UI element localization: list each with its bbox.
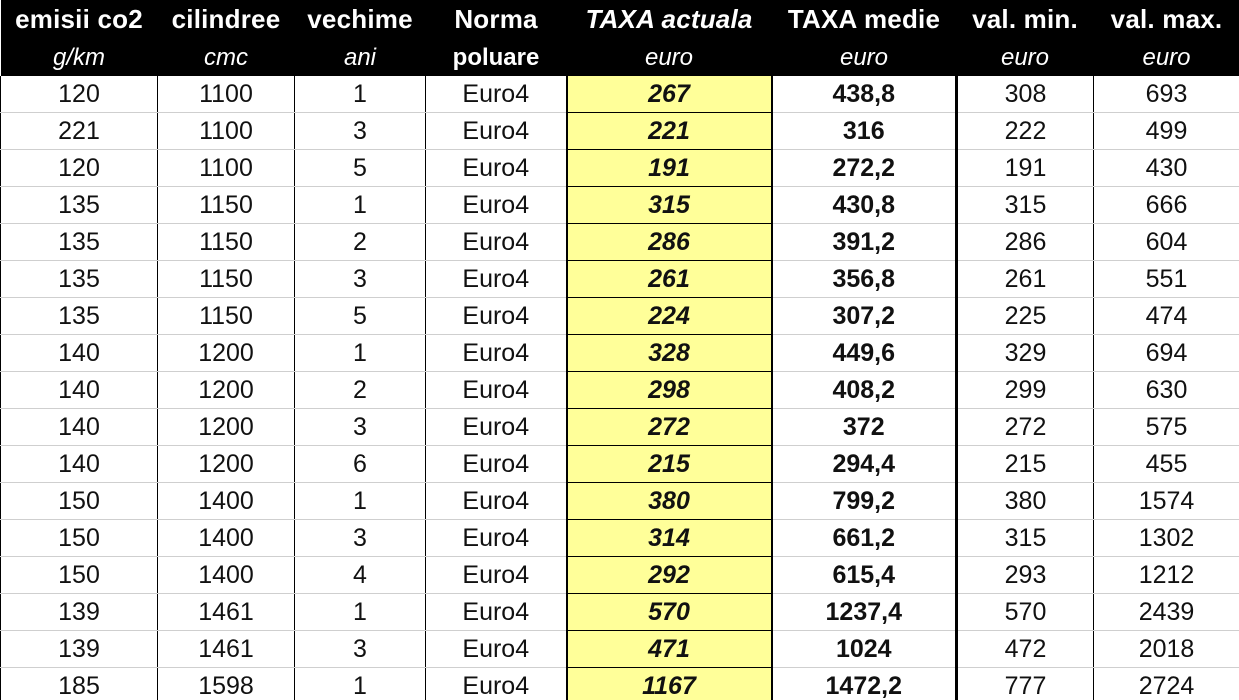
cell-vechime: 5	[295, 298, 426, 335]
unit-cmc: cmc	[158, 39, 295, 76]
cell-norma: Euro4	[426, 224, 567, 261]
cell-taxa-actuala: 314	[567, 520, 772, 557]
cell-norma: Euro4	[426, 557, 567, 594]
cell-norma: Euro4	[426, 594, 567, 631]
table-row	[1, 335, 1239, 372]
table-row	[1, 631, 1239, 668]
cell-val-min: 380	[957, 483, 1094, 520]
table-row	[1, 594, 1239, 631]
cell-vechime: 3	[295, 631, 426, 668]
cell-norma: Euro4	[426, 261, 567, 298]
cell-val-max: 1302	[1094, 520, 1239, 557]
cell-vechime: 2	[295, 372, 426, 409]
cell-val-max: 1574	[1094, 483, 1239, 520]
cell-cilindree: 1100	[158, 113, 295, 150]
cell-val-max: 2018	[1094, 631, 1239, 668]
cell-vechime: 1	[295, 335, 426, 372]
cell-taxa-medie: 1024	[772, 631, 957, 668]
table-row	[1, 520, 1239, 557]
cell-norma: Euro4	[426, 150, 567, 187]
cell-cilindree: 1150	[158, 298, 295, 335]
cell-val-min: 329	[957, 335, 1094, 372]
cell-vechime: 1	[295, 594, 426, 631]
cell-val-max: 693	[1094, 76, 1239, 113]
cell-cilindree: 1100	[158, 150, 295, 187]
cell-norma: Euro4	[426, 483, 567, 520]
cell-taxa-actuala: 267	[567, 76, 772, 113]
unit-euro-min: euro	[957, 39, 1094, 76]
cell-val-min: 472	[957, 631, 1094, 668]
table-body	[1, 76, 1239, 700]
cell-emisii: 140	[1, 372, 158, 409]
cell-val-max: 604	[1094, 224, 1239, 261]
cell-taxa-actuala: 215	[567, 446, 772, 483]
header-val-max: val. max.	[1094, 0, 1239, 39]
cell-norma: Euro4	[426, 631, 567, 668]
cell-cilindree: 1150	[158, 261, 295, 298]
cell-cilindree: 1150	[158, 187, 295, 224]
table-row	[1, 187, 1239, 224]
cell-cilindree: 1200	[158, 409, 295, 446]
cell-taxa-medie: 438,8	[772, 76, 957, 113]
cell-norma: Euro4	[426, 409, 567, 446]
cell-vechime: 4	[295, 557, 426, 594]
cell-vechime: 2	[295, 224, 426, 261]
cell-emisii: 135	[1, 187, 158, 224]
cell-cilindree: 1461	[158, 631, 295, 668]
table-row	[1, 668, 1239, 700]
header-taxa-medie: TAXA medie	[772, 0, 957, 39]
cell-norma: Euro4	[426, 76, 567, 113]
cell-val-min: 293	[957, 557, 1094, 594]
cell-val-min: 308	[957, 76, 1094, 113]
cell-taxa-medie: 799,2	[772, 483, 957, 520]
cell-taxa-medie: 316	[772, 113, 957, 150]
table-row	[1, 113, 1239, 150]
table-row	[1, 372, 1239, 409]
cell-val-min: 225	[957, 298, 1094, 335]
cell-vechime: 5	[295, 150, 426, 187]
cell-norma: Euro4	[426, 446, 567, 483]
cell-cilindree: 1200	[158, 335, 295, 372]
cell-emisii: 139	[1, 594, 158, 631]
cell-val-min: 315	[957, 520, 1094, 557]
cell-emisii: 150	[1, 520, 158, 557]
cell-norma: Euro4	[426, 668, 567, 700]
cell-norma: Euro4	[426, 335, 567, 372]
cell-norma: Euro4	[426, 187, 567, 224]
cell-val-max: 630	[1094, 372, 1239, 409]
cell-taxa-medie: 615,4	[772, 557, 957, 594]
cell-taxa-actuala: 292	[567, 557, 772, 594]
cell-val-min: 272	[957, 409, 1094, 446]
cell-emisii: 140	[1, 335, 158, 372]
cell-vechime: 1	[295, 668, 426, 700]
header-emisii-co2: emisii co2	[1, 0, 158, 39]
cell-vechime: 3	[295, 409, 426, 446]
cell-val-max: 694	[1094, 335, 1239, 372]
table-row	[1, 446, 1239, 483]
cell-vechime: 6	[295, 446, 426, 483]
cell-taxa-actuala: 261	[567, 261, 772, 298]
cell-norma: Euro4	[426, 113, 567, 150]
cell-taxa-medie: 307,2	[772, 298, 957, 335]
header-taxa-actuala: TAXA actuala	[567, 0, 772, 39]
cell-norma: Euro4	[426, 520, 567, 557]
cell-val-min: 261	[957, 261, 1094, 298]
cell-val-max: 666	[1094, 187, 1239, 224]
cell-emisii: 140	[1, 409, 158, 446]
cell-taxa-actuala: 272	[567, 409, 772, 446]
cell-val-min: 315	[957, 187, 1094, 224]
cell-cilindree: 1150	[158, 224, 295, 261]
cell-emisii: 140	[1, 446, 158, 483]
cell-val-max: 474	[1094, 298, 1239, 335]
cell-cilindree: 1400	[158, 483, 295, 520]
cell-emisii: 150	[1, 557, 158, 594]
cell-emisii: 150	[1, 483, 158, 520]
cell-taxa-medie: 372	[772, 409, 957, 446]
cell-val-min: 777	[957, 668, 1094, 700]
unit-euro-actuala: euro	[567, 39, 772, 76]
cell-taxa-medie: 1237,4	[772, 594, 957, 631]
cell-val-min: 286	[957, 224, 1094, 261]
cell-taxa-actuala: 298	[567, 372, 772, 409]
cell-val-max: 455	[1094, 446, 1239, 483]
cell-emisii: 120	[1, 76, 158, 113]
cell-cilindree: 1598	[158, 668, 295, 700]
table-row	[1, 261, 1239, 298]
cell-cilindree: 1400	[158, 520, 295, 557]
table-row	[1, 409, 1239, 446]
header-val-min: val. min.	[957, 0, 1094, 39]
cell-vechime: 1	[295, 76, 426, 113]
cell-taxa-medie: 391,2	[772, 224, 957, 261]
cell-emisii: 185	[1, 668, 158, 700]
unit-poluare: poluare	[426, 39, 567, 76]
cell-emisii: 221	[1, 113, 158, 150]
cell-emisii: 120	[1, 150, 158, 187]
cell-vechime: 3	[295, 261, 426, 298]
table-row	[1, 298, 1239, 335]
unit-euro-max: euro	[1094, 39, 1239, 76]
cell-cilindree: 1461	[158, 594, 295, 631]
cell-emisii: 135	[1, 261, 158, 298]
cell-taxa-actuala: 221	[567, 113, 772, 150]
cell-vechime: 1	[295, 483, 426, 520]
table-row	[1, 557, 1239, 594]
unit-ani: ani	[295, 39, 426, 76]
header-cilindree: cilindree	[158, 0, 295, 39]
cell-val-min: 222	[957, 113, 1094, 150]
cell-val-max: 551	[1094, 261, 1239, 298]
cell-val-max: 499	[1094, 113, 1239, 150]
header-row	[1, 0, 1239, 39]
cell-val-max: 575	[1094, 409, 1239, 446]
table-row	[1, 76, 1239, 113]
cell-taxa-actuala: 328	[567, 335, 772, 372]
cell-taxa-medie: 356,8	[772, 261, 957, 298]
cell-taxa-actuala: 315	[567, 187, 772, 224]
units-row	[1, 39, 1239, 76]
cell-taxa-medie: 1472,2	[772, 668, 957, 700]
cell-val-min: 215	[957, 446, 1094, 483]
cell-taxa-actuala: 1167	[567, 668, 772, 700]
cell-val-max: 2724	[1094, 668, 1239, 700]
cell-taxa-actuala: 224	[567, 298, 772, 335]
unit-euro-medie: euro	[772, 39, 957, 76]
cell-taxa-actuala: 286	[567, 224, 772, 261]
cell-taxa-actuala: 191	[567, 150, 772, 187]
cell-taxa-actuala: 380	[567, 483, 772, 520]
cell-cilindree: 1100	[158, 76, 295, 113]
cell-taxa-medie: 272,2	[772, 150, 957, 187]
table-row	[1, 150, 1239, 187]
cell-emisii: 135	[1, 224, 158, 261]
cell-emisii: 139	[1, 631, 158, 668]
cell-val-max: 2439	[1094, 594, 1239, 631]
cell-cilindree: 1200	[158, 372, 295, 409]
header-vechime: vechime	[295, 0, 426, 39]
cell-cilindree: 1200	[158, 446, 295, 483]
cell-val-min: 299	[957, 372, 1094, 409]
table-row	[1, 224, 1239, 261]
cell-taxa-actuala: 471	[567, 631, 772, 668]
header-norma: Norma	[426, 0, 567, 39]
cell-taxa-medie: 449,6	[772, 335, 957, 372]
cell-val-max: 1212	[1094, 557, 1239, 594]
cell-taxa-medie: 408,2	[772, 372, 957, 409]
cell-norma: Euro4	[426, 298, 567, 335]
unit-g-km: g/km	[1, 39, 158, 76]
cell-vechime: 3	[295, 520, 426, 557]
cell-val-min: 570	[957, 594, 1094, 631]
cell-vechime: 1	[295, 187, 426, 224]
cell-norma: Euro4	[426, 372, 567, 409]
cell-taxa-medie: 294,4	[772, 446, 957, 483]
cell-cilindree: 1400	[158, 557, 295, 594]
cell-taxa-medie: 430,8	[772, 187, 957, 224]
cell-emisii: 135	[1, 298, 158, 335]
cell-val-min: 191	[957, 150, 1094, 187]
table-row	[1, 483, 1239, 520]
cell-vechime: 3	[295, 113, 426, 150]
cell-taxa-actuala: 570	[567, 594, 772, 631]
cell-taxa-medie: 661,2	[772, 520, 957, 557]
cell-val-max: 430	[1094, 150, 1239, 187]
